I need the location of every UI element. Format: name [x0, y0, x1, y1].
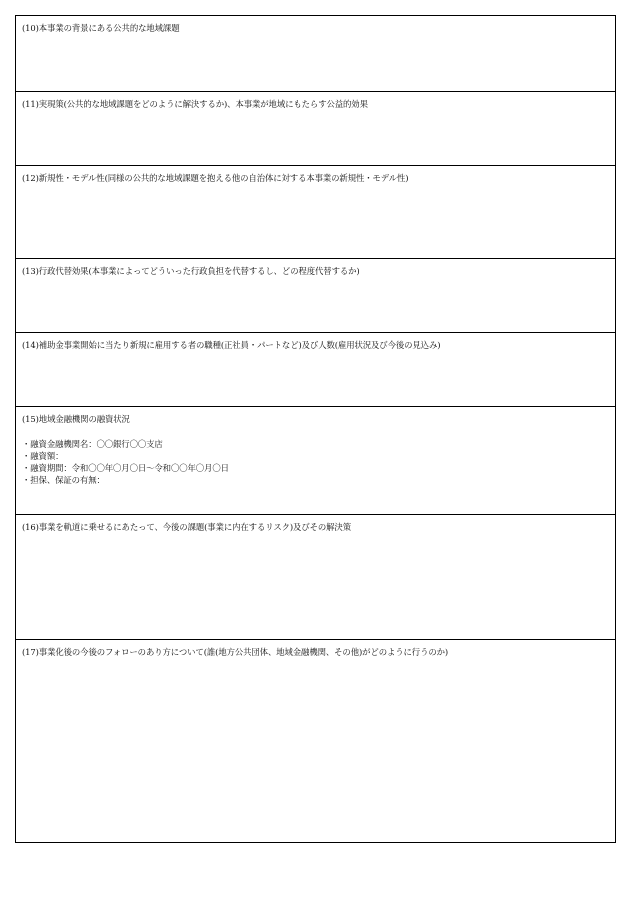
- section-15-financing-status[interactable]: [16, 406, 615, 514]
- section-11-solution-effect[interactable]: [16, 91, 615, 165]
- section-heading: (11)実現策(公共的な地域課題をどのように解決するか)、本事業が地域にもたらす公益的効果: [22, 99, 368, 109]
- section-heading: (15)地域金融機関の融資状況: [22, 414, 130, 424]
- section-17-follow-up[interactable]: [16, 639, 615, 842]
- section-12-novelty-model[interactable]: [16, 165, 615, 258]
- financing-detail-list: [22, 438, 609, 486]
- section-heading: (17)事業化後の今後のフォローのあり方について(誰(地方公共団体、地域金融機関、その他)がどのように行うのか): [22, 647, 449, 657]
- detail-loan-period: ・融資期間：令和〇〇年〇月〇日～令和〇〇年〇月〇日: [22, 463, 229, 473]
- section-heading: (16)事業を軌道に乗せるにあたって、今後の課題(事業に内在するリスク)及びその解決策: [22, 522, 351, 532]
- application-form-table: [15, 15, 616, 843]
- section-heading: (14)補助金事業開始に当たり新規に雇用する者の職種(正社員・パートなど)及び人数(雇用状況及び今後の見込み): [22, 340, 441, 350]
- section-heading: (12)新規性・モデル性(同様の公共的な地域課題を抱える他の自治体に対する本事業の新規性・モデル性): [22, 173, 409, 183]
- section-13-administrative-substitution[interactable]: [16, 258, 615, 332]
- section-14-new-employment[interactable]: [16, 332, 615, 406]
- section-10-regional-issue[interactable]: [16, 16, 615, 91]
- section-16-challenges-risks[interactable]: [16, 514, 615, 639]
- detail-bank-name: ・融資金融機関名：〇〇銀行〇〇支店: [22, 439, 163, 449]
- section-heading: (10)本事業の背景にある公共的な地域課題: [22, 23, 180, 33]
- section-heading: (13)行政代替効果(本事業によってどういった行政負担を代替するし、どの程度代替するか): [22, 266, 360, 276]
- detail-collateral-guarantee: ・担保、保証の有無：: [22, 475, 105, 485]
- detail-loan-amount: ・融資額：: [22, 451, 64, 461]
